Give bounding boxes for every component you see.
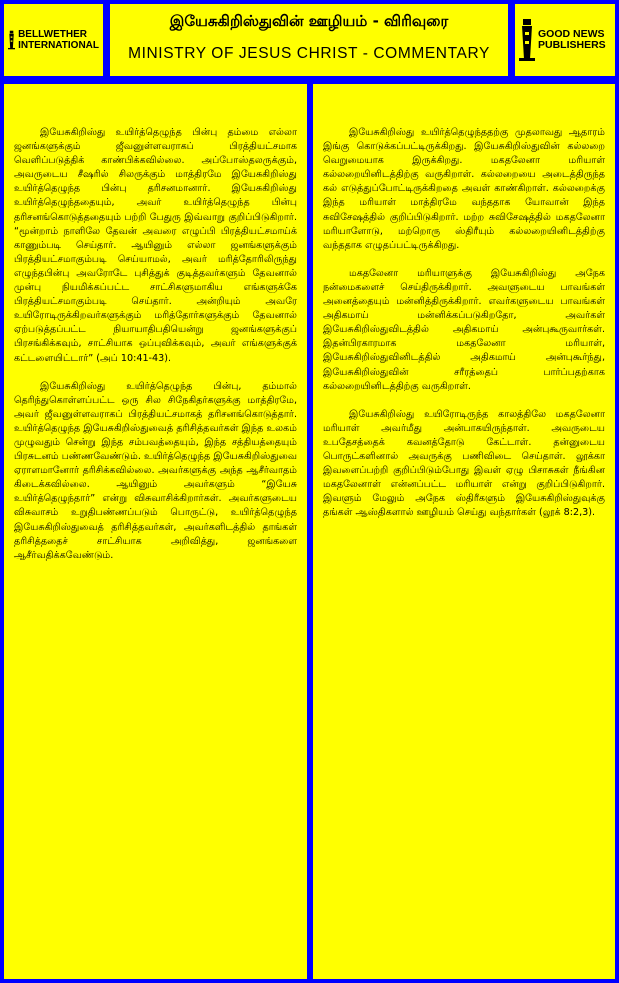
lighthouse-icon bbox=[519, 19, 535, 61]
good-news-logo-text: GOOD NEWS PUBLISHERS bbox=[538, 28, 606, 51]
paragraph: இயேசுகிறிஸ்து உயிரோடிருந்த காலத்திலே மகதலேனா மரியாள் அவர்மீது அன்பாகயிருந்தாள். அவருடைய உபதேசத்தைக் கவனத்தோடு கேட்டாள். தன்னுடைய பொருட்களினால் அவருக்கு பணிவிடை செய்தாள். லூக்கா இவளைப்பற்றி குறிப்பிடும்போது இவள் ஏழு பிசாசுகள் நீங்கின மகதலேனாள் என்னப்பட்ட மரியாள் என்று குறிப்பிடுகிறார். இவளும் மேலும் அநேக ஸ்திரீகளும் இயேசுகிறிஸ்துவுக்கு தங்கள் ஆஸ்திகளால் ஊழியம் செய்து வந்தார்கள் (லூக் 8:2,3). bbox=[323, 408, 605, 519]
title-tamil: இயேசுகிறிஸ்துவின் ஊழியம் - விரிவுரை bbox=[169, 12, 449, 30]
lighthouse-icon bbox=[8, 19, 15, 61]
bellwether-logo-text: BELLWETHER INTERNATIONAL bbox=[18, 29, 99, 51]
left-column bbox=[4, 84, 307, 979]
good-news-logo bbox=[515, 4, 615, 76]
paragraph: இயேசுகிறிஸ்து உயிர்த்தெழுந்த பின்பு, தம்மால் தெரிந்துகொள்ளப்பட்ட ஒரு சில சிநேகிதர்களுக்கு மாத்திரமே, அவர் ஜீவனுள்ளவராகப் பிரத்தியட்சமாகத் தரிசனங்கொடுத்தார். உயிர்த்தெழுந்த இயேசுகிறிஸ்துவைத் தரிசித்தவர்கள் இந்த உலகம் முழுவதும் சென்று இந்த சம்பவத்தையும், இந்த சத்தியத்தையும் பிரசுடனம் பண்ணவேண்டும். உயிர்த்தெழுந்த இயேசுகிறிஸ்துவை ஏராளமானோர் தரிசிக்கவில்லை. அவர்களுக்கு அந்த ஆசீர்வாதம் கிடைக்கவில்லை. ஆயினும் அவர்களும் “இயேசு உயிர்த்தெழுந்தார்” என்று விசுவாசிக்கிறார்கள். அவர்களுடைய விசுவாசம் உறுதிபண்ணப்படும் பொருட்டு, உயிர்த்தெழுந்த இயேசுகிறிஸ்துவைத் தரிசித்தவர்கள், அவர்களிடத்தில் தாங்கள் தரிசித்ததைச் சாட்சியாக அறிவித்து, ஜனங்களை ஆசீர்வதிக்கவேண்டும். bbox=[14, 380, 297, 561]
paragraph: மகதலேனா மரியாளுக்கு இயேசுகிறிஸ்து அநேக நன்மைகளைச் செய்திருக்கிறார். அவளுடைய பாவங்கள் அனைத்தையும் மன்னித்திருக்கிறார். எவர்களுடைய பாவங்கள் அதிகமாய் மன்னிக்கப்படுகிறதோ, அவர்கள் இயேசுகிறிஸ்துவிடத்தில் அதிகமாய் அன்புகூருவார்கள். இதன்பிரகாரமாக மகதலேனா மரியாள், இயேசுகிறிஸ்துவினிடத்தில் அதிகமாய் அன்புகூர்ந்து, இயேசுகிறிஸ்துவின் சரீரத்தைப் பார்ப்பதற்காக கல்லறையினிடத்திற்கு வருகிறாள். bbox=[323, 267, 605, 392]
paragraph: இயேசுகிறிஸ்து உயிர்த்தெழுந்ததற்கு முதலாவது ஆதாரம் இங்கு கொடுக்கப்பட்டிருக்கிறது. இயேசுகிறிஸ்துவின் கல்லறை வெறுமையாக இருக்கிறது. மகதலேனா மரியாள் கல்லறையினிடத்திற்கு வருகிறாள். கல்லறையை அடைத்திருந்த கல் எடுத்துப்போட்டிருக்கிறதை அவள் காண்கிறாள். கல்லறைக்கு இந்த மரியாள் மாத்திரமே வந்ததாக யோவான் இந்த சுவிசேஷத்தில் குறிப்பிடுகிறார். மற்ற சுவிசேஷத்தில் மகதலேனா மரியாளோடு, மற்றொரு ஸ்திரீயும் கல்லறையினிடத்திற்கு வந்ததாக எழுதப்பட்டிருக்கிறது. bbox=[323, 127, 605, 251]
paragraph: இயேசுகிறிஸ்து உயிர்த்தெழுந்த பின்பு தம்மை எல்லா ஜனங்களுக்கும் ஜீவனுள்ளவராகப் பிரத்தியட்சமாக வெளிப்படுத்திக் காண்பிக்கவில்லை. அப்போஸ்தலருக்கும், அவருடைய சீஷரில் சிலருக்கும் மாத்திரமே இயேசுகிறிஸ்து உயிர்த்தெழுந்த பின்பு தரிசனமானார். இயேசுகிறிஸ்து உயிர்த்தெழுந்ததையும், அவர் உயிர்த்தெழுந்த பின்பு தரிசனங்கொடுத்ததையும் பற்றி பேதுரு இவ்வாறு குறிப்பிடுகிறார். “மூன்றாம் நாளிலே தேவன் அவரை எழுப்பி பிரத்தியட்சமாய்க் காணும்படி செய்தார். ஆயினும் எல்லா ஜனங்களுக்கும் பிரத்தியட்சமாகும்படி செய்யாமல், அவர் மரித்தோரிலிருந்து எழுந்தபின்பு அவரோடே புசித்துக் குடித்தவர்களும் தேவனால் முன்பு நியமிக்கப்பட்ட சாட்சிகளுமாகிய எங்களுக்கே பிரத்தியட்சமாகும்படி செய்தார். அன்றியும் அவரே உயிரோடிருக்கிறவர்களுக்கும் மரித்தோர்களுக்கும் தேவனால் ஏற்படுத்தப்பட்ட நியாயாதிபதியென்று ஜனங்களுக்குப் பிரசங்கிக்கவும், சாட்சியாக ஒப்புவிக்கவும், அவர் எங்களுக்குக் கட்டளையிட்டார்” (அப் 10:41-43). bbox=[14, 127, 297, 364]
bellwether-logo bbox=[4, 4, 103, 76]
right-column bbox=[313, 84, 615, 979]
title-banner bbox=[110, 4, 508, 76]
title-english: MINISTRY OF JESUS CHRIST - COMMENTARY bbox=[128, 45, 490, 62]
